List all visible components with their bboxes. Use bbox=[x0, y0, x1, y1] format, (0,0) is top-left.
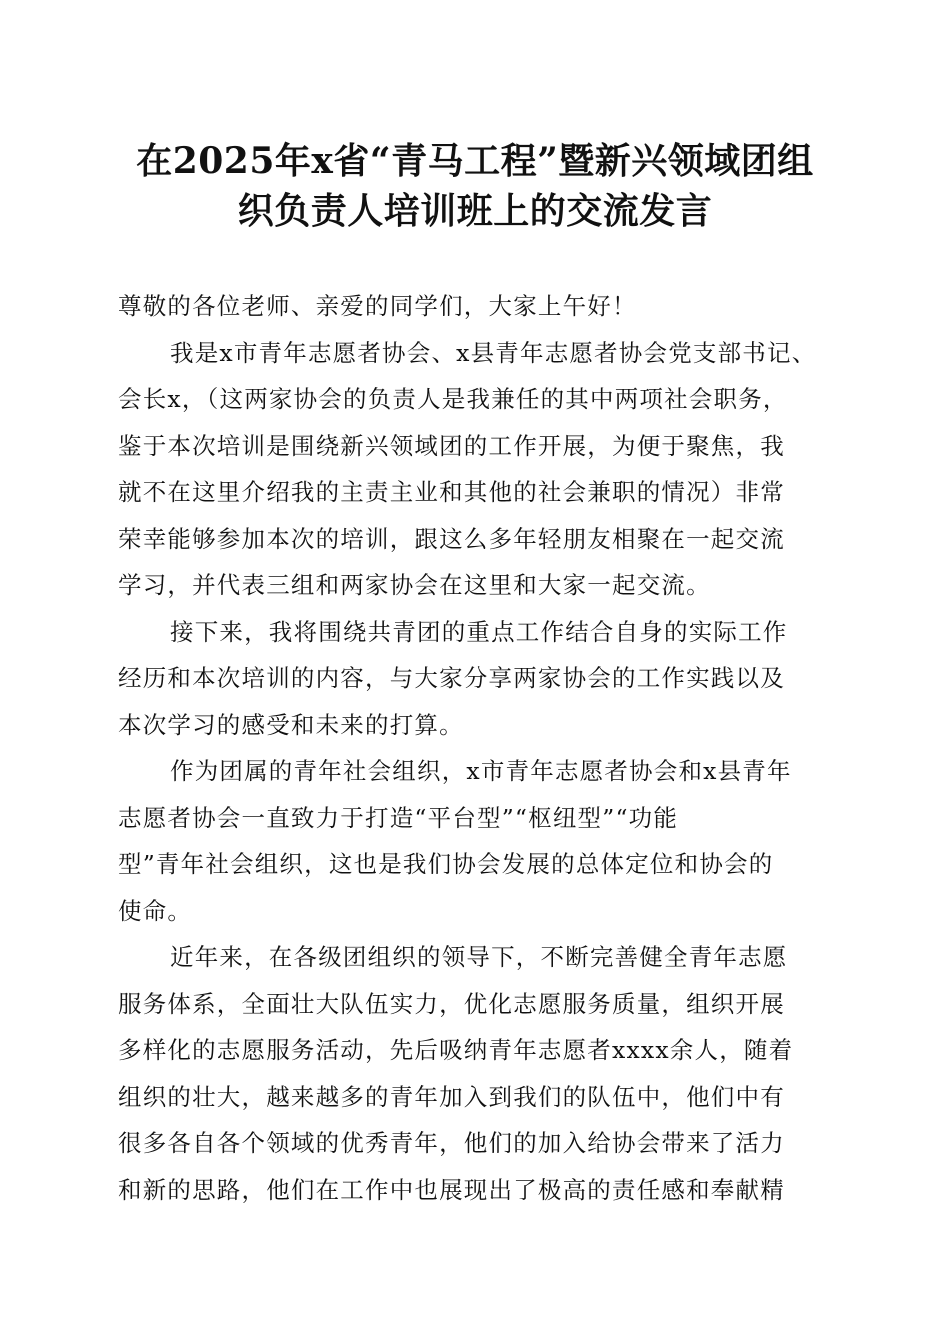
paragraph-line: 就不在这里介绍我的主责主业和其他的社会兼职的情况）非常 bbox=[118, 478, 785, 506]
document-title bbox=[100, 136, 850, 236]
paragraph-line: 荣幸能够参加本次的培训，跟这么多年轻朋友相聚在一起交流 bbox=[118, 524, 785, 553]
paragraph-positioning bbox=[118, 748, 838, 934]
greeting-paragraph bbox=[118, 283, 838, 330]
title-line: 织负责人培训班上的交流发言 bbox=[237, 190, 713, 232]
paragraph-line: 会长x，（这两家协会的负责人是我兼任的其中两项社会职务， bbox=[118, 385, 788, 413]
paragraph-line: 作为团属的青年社会组织，x市青年志愿者协会和x县青年 bbox=[170, 757, 792, 785]
greeting-text: 尊敬的各位老师、亲爱的同学们，大家上午好！ bbox=[118, 292, 637, 320]
paragraph-line: 鉴于本次培训是围绕新兴领域团的工作开展，为便于聚焦，我 bbox=[118, 431, 785, 460]
paragraph-line: 组织的壮大，越来越多的青年加入到我们的队伍中，他们中有 bbox=[118, 1082, 785, 1111]
paragraph-line: 多样化的志愿服务活动，先后吸纳青年志愿者xxxx余人，随着 bbox=[118, 1036, 794, 1064]
paragraph-line: 学习，并代表三组和两家协会在这里和大家一起交流。 bbox=[118, 571, 711, 599]
paragraph-line: 近年来，在各级团组织的领导下，不断完善健全青年志愿 bbox=[170, 943, 788, 971]
document-body bbox=[118, 283, 838, 1213]
paragraph-achievements bbox=[118, 934, 838, 1213]
paragraph-line: 很多各自各个领域的优秀青年，他们的加入给协会带来了活力 bbox=[118, 1129, 785, 1157]
paragraph-line: 我是x市青年志愿者协会、x县青年志愿者协会党支部书记、 bbox=[170, 338, 817, 367]
paragraph-line: 和新的思路，他们在工作中也展现出了极高的责任感和奉献精 bbox=[118, 1175, 785, 1204]
paragraph-intro bbox=[118, 330, 838, 609]
paragraph-line: 本次学习的感受和未来的打算。 bbox=[118, 710, 464, 739]
paragraph-line: 服务体系，全面壮大队伍实力，优化志愿服务质量，组织开展 bbox=[118, 989, 785, 1018]
paragraph-line: 经历和本次培训的内容，与大家分享两家协会的工作实践以及 bbox=[118, 664, 785, 692]
paragraph-line: 志愿者协会一直致力于打造“平台型”“枢纽型”“功能 bbox=[118, 803, 679, 832]
paragraph-line: 型”青年社会组织，这也是我们协会发展的总体定位和协会的 bbox=[118, 850, 774, 878]
paragraph-line: 使命。 bbox=[118, 896, 193, 925]
paragraph-line: 接下来，我将围绕共青团的重点工作结合自身的实际工作 bbox=[170, 617, 788, 646]
paragraph-outline bbox=[118, 609, 838, 749]
title-line: 在2025年x省“青马工程”暨新兴领域团组 bbox=[136, 140, 814, 182]
